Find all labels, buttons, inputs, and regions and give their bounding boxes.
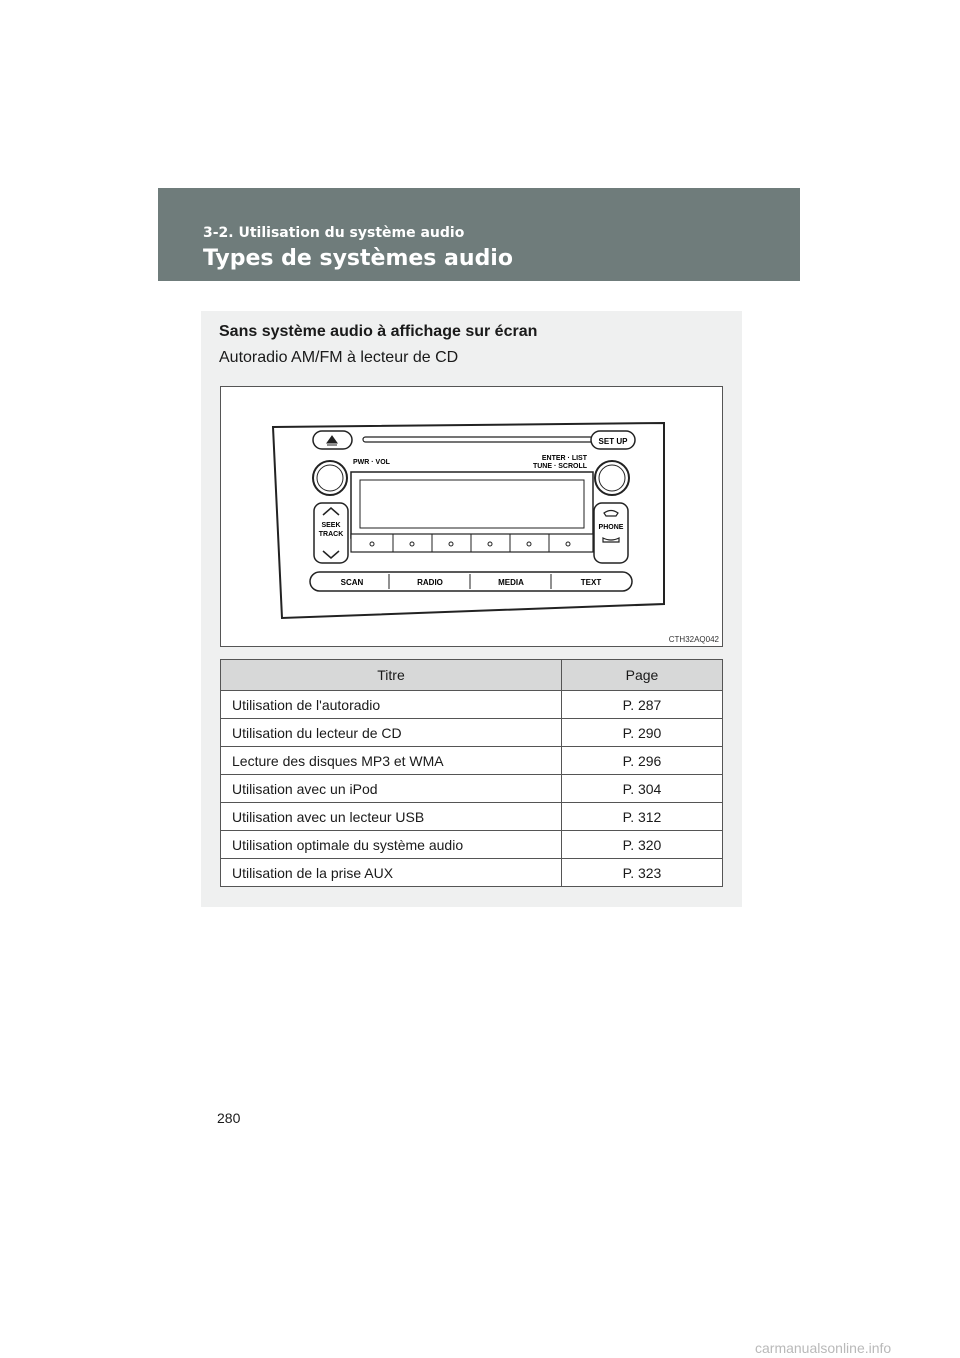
pwr-vol-label: PWR · VOL xyxy=(353,459,390,466)
row-page: P. 320 xyxy=(562,831,723,859)
enter-list-label: ENTER · LIST xyxy=(541,455,587,462)
cd-slot xyxy=(363,437,593,442)
figure-code: CTH32AQ042 xyxy=(668,635,719,644)
row-page: P. 323 xyxy=(562,859,723,887)
media-label: MEDIA xyxy=(498,578,524,587)
row-title: Utilisation de l'autoradio xyxy=(221,691,562,719)
page-title: Types de systèmes audio xyxy=(203,246,513,271)
row-title: Utilisation optimale du système audio xyxy=(221,831,562,859)
row-title: Utilisation avec un iPod xyxy=(221,775,562,803)
header-page: Page xyxy=(562,660,723,691)
reference-table xyxy=(220,659,723,887)
table-row xyxy=(221,775,723,803)
phone-label: PHONE xyxy=(598,524,624,531)
table-header-row xyxy=(221,660,723,691)
content-panel xyxy=(201,311,742,907)
radio-label: RADIO xyxy=(417,578,443,587)
panel-heading: Sans système audio à affichage sur écran xyxy=(219,323,538,340)
row-page: P. 304 xyxy=(562,775,723,803)
tune-scroll-label: TUNE · SCROLL xyxy=(532,463,587,470)
row-page: P. 296 xyxy=(562,747,723,775)
scan-label: SCAN xyxy=(340,578,364,587)
watermark: carmanualsonline.info xyxy=(755,1340,892,1356)
seek-label: SEEK xyxy=(321,522,341,529)
text-label: TEXT xyxy=(580,578,602,587)
table-row xyxy=(221,747,723,775)
header-title: Titre xyxy=(221,660,562,691)
row-title: Utilisation avec un lecteur USB xyxy=(221,803,562,831)
row-page: P. 290 xyxy=(562,719,723,747)
setup-label: SET UP xyxy=(598,437,628,446)
panel-subheading: Autoradio AM/FM à lecteur de CD xyxy=(219,349,459,366)
table-row xyxy=(221,859,723,887)
table-row xyxy=(221,831,723,859)
volume-knob xyxy=(313,461,347,495)
audio-unit-illustration xyxy=(221,387,722,646)
table-row xyxy=(221,691,723,719)
table-row xyxy=(221,803,723,831)
page-number: 280 xyxy=(217,1110,241,1126)
tune-knob xyxy=(595,461,629,495)
row-title: Lecture des disques MP3 et WMA xyxy=(221,747,562,775)
track-label: TRACK xyxy=(318,531,344,538)
phone-button xyxy=(594,503,628,563)
display-screen xyxy=(360,480,584,528)
row-title: Utilisation du lecteur de CD xyxy=(221,719,562,747)
row-page: P. 312 xyxy=(562,803,723,831)
row-title: Utilisation de la prise AUX xyxy=(221,859,562,887)
section-header xyxy=(158,188,800,281)
preset-strip xyxy=(351,534,593,552)
table-row xyxy=(221,719,723,747)
audio-unit-figure xyxy=(220,386,723,647)
section-label: 3-2. Utilisation du système audio xyxy=(203,225,465,241)
row-page: P. 287 xyxy=(562,691,723,719)
